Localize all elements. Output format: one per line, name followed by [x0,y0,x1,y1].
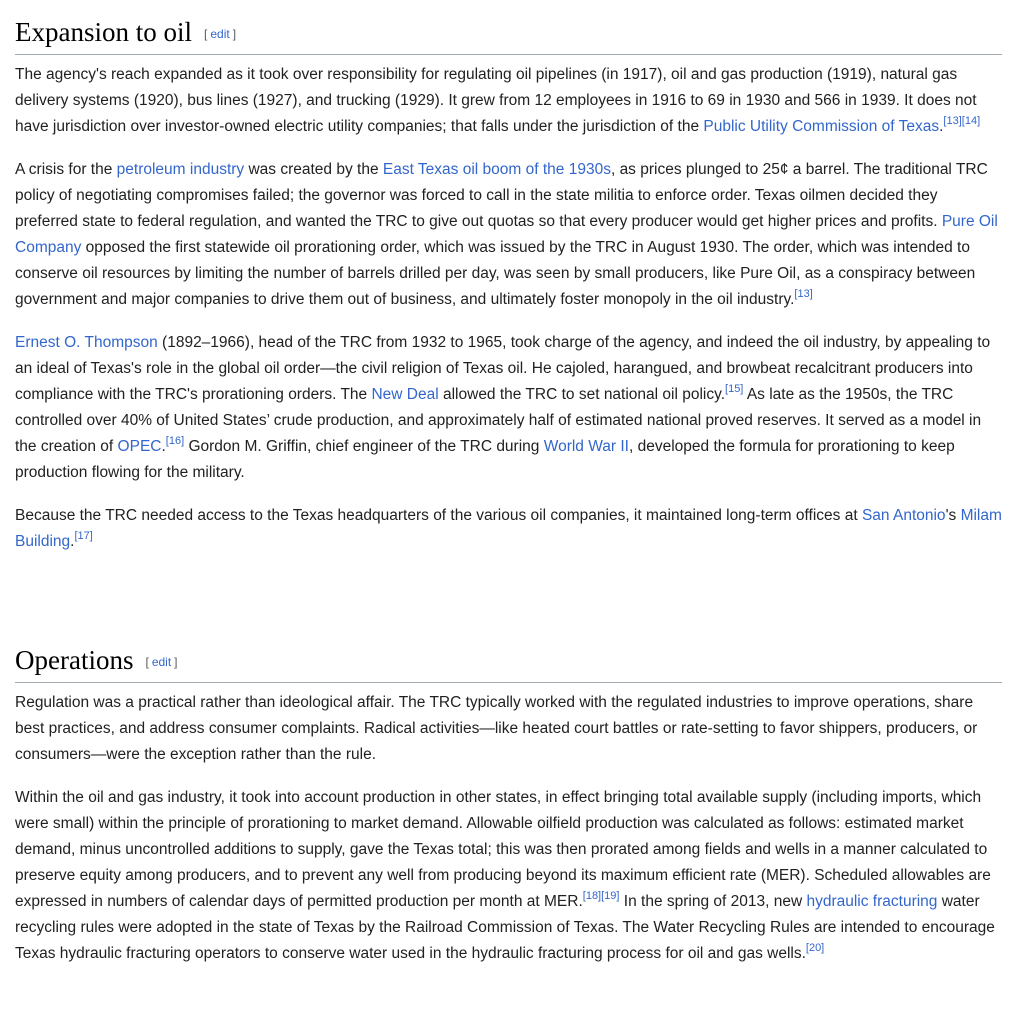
text: , developed the formula for prorationing to keep production flowing for the military. [15,438,955,482]
text: was created by the [244,161,383,179]
citation-link[interactable]: [17] [74,530,93,543]
text: In the spring of 2013, new [619,893,807,911]
text: . [939,118,944,136]
text: As late as the 1950s, the TRC controlled over 40% of United States’ crude production, and approximately half of estimated national proved reserves. It served as a model in the creation of [15,386,982,456]
link-hydraulic-fracturing[interactable]: hydraulic fracturing [806,893,938,911]
link-new-deal[interactable]: New Deal [371,386,439,404]
paragraph [15,157,1002,313]
edit-section-link[interactable]: edit [210,27,230,41]
link-milam-building[interactable]: Milam Building [15,507,1002,551]
link-pure-oil-company[interactable]: Pure Oil Company [15,213,998,257]
link-opec[interactable]: OPEC [117,438,162,456]
text: The agency's reach expanded as it took over responsibility for regulating oil pipelines (in 1917), oil and gas production (1919), natural gas delivery systems (1920), bus lines (1927), and trucking (1929). It grew from 12 employees in 1916 to 69 in 1930 and 566 in 1939. It does not have jurisdiction over investor-owned electric utility companies; that falls under the jurisdiction of the [15,66,977,136]
section-operations [15,643,1002,984]
citation [943,115,980,127]
section-heading [15,643,1002,683]
text: Regulation was a practical rather than ideological affair. The TRC typically worked with the regulated industries to improve operations, share best practices, and address consumer complaints. Radical activities—like heated court battles or rate-setting to favor shippers, producers, or consumers—were the exception rather than the rule. [15,694,978,764]
citation-link[interactable]: [16] [165,435,185,448]
citation-link[interactable]: [14] [961,115,981,128]
paragraph [15,690,1002,768]
text: Because the TRC needed access to the Texas headquarters of the various oil companies, it maintained long-term offices at [15,507,862,525]
citation-link[interactable]: [19] [601,890,620,903]
section-title: Expansion to oil [15,17,192,47]
paragraph [15,785,1002,967]
citation [725,383,743,395]
section-heading [15,15,1002,55]
text: Gordon M. Griffin, chief engineer of the TRC during [184,438,544,456]
text: , as prices plunged to 25¢ a barrel. The traditional TRC policy of negotiating compromises failed; the governor was forced to call in the state militia to enforce order. Texas oilmen decided they preferred state to federal regulation, and wanted the TRC to give out quotas so that every producer would get higher prices and profits. [15,161,988,231]
paragraph [15,503,1002,555]
citation-link[interactable]: [20] [805,942,825,955]
citation-link[interactable]: [18] [582,890,602,903]
text: allowed the TRC to set national oil policy. [438,386,726,404]
text: . [161,438,166,456]
link-petroleum-industry[interactable]: petroleum industry [116,161,245,179]
citation [794,288,812,300]
link-san-antonio[interactable]: San Antonio [861,507,946,525]
link-world-war-ii[interactable]: World War II [543,438,629,456]
citation [74,530,92,542]
text: water recycling rules were adopted in the state of Texas by the Railroad Commission of Texas. The Water Recycling Rules are intended to encourage Texas hydraulic fracturing operators to conserve water used in the hydraulic fracturing process for oil and gas wells. [15,893,995,963]
citation-link[interactable]: [15] [725,383,744,396]
citation [166,435,184,447]
section-title: Operations [15,645,134,675]
text: (1892–1966), head of the TRC from 1932 to 1965, took charge of the agency, and indeed the oil industry, by appealing to an ideal of Texas's role in the global oil order—the civil religion of Texas oil. He cajoled, harangued, and browbeat recalcitrant producers into compliance with the TRC's prorationing orders. The [15,334,991,404]
citation [601,890,619,902]
paragraph [15,330,1002,486]
text: opposed the first statewide oil prorationing order, which was issued by the TRC in August 1930. The order, which was intended to conserve oil resources by limiting the number of barrels drilled per day, was seen by small producers, like Pure Oil, as a conspiracy between government and major companies to drive them out of business, and ultimately foster monopoly in the oil industry. [15,239,976,309]
link-ernest-o-thompson[interactable]: Ernest O. Thompson [15,334,158,352]
text: Within the oil and gas industry, it took into account production in other states, in effect bringing total available supply (including imports, which were small) within the principle of prorationing to market demand. Allowable oilfield production was calculated as follows: estimated market demand, minus uncontrolled additions to supply, gave the Texas total; this was then prorated among fields and wells in a manner calculated to preserve equity among producers, and to prevent any well from producing beyond its maximum efficient rate (MER). Scheduled allowables are expressed in numbers of calendar days of permitted production per month at MER. [15,789,991,911]
section-expansion-to-oil [15,15,1002,572]
link-public-utility-commission[interactable]: Public Utility Commission of Texas [703,118,940,136]
citation [583,890,601,902]
citation [806,942,824,954]
link-east-texas-oil-boom[interactable]: East Texas oil boom of the 1930s [382,161,611,179]
text: A crisis for the [15,161,117,179]
citation-link[interactable]: [13] [794,288,813,301]
edit-section-link[interactable]: edit [151,655,172,669]
text: 's [945,507,961,525]
text: . [70,533,75,551]
edit-section-link-wrapper: [ edit ] [145,655,178,669]
paragraph [15,62,1002,140]
citation-link[interactable]: [13] [943,115,962,128]
edit-section-link-wrapper: [ edit ] [204,27,237,41]
